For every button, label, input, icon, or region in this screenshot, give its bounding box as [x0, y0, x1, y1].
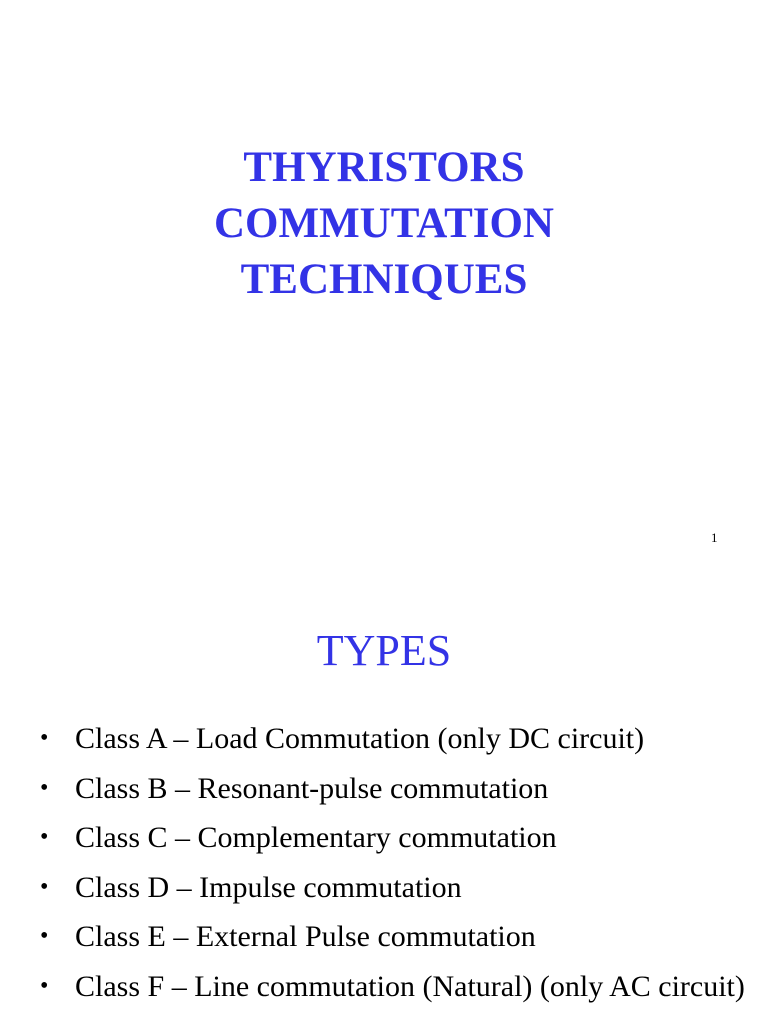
section-heading: TYPES — [316, 626, 452, 675]
list-item-text: Class D – Impulse commutation — [75, 870, 462, 904]
list-item — [40, 863, 760, 913]
bullet-icon: • — [40, 725, 49, 751]
slide-types — [0, 576, 768, 1024]
list-item — [40, 813, 760, 863]
bullet-icon: • — [40, 824, 49, 851]
bullet-icon: • — [40, 774, 49, 801]
list-item-text: Class F – Line commutation (Natural) (only AC circuit) — [75, 969, 745, 1003]
title-line-3: TECHNIQUES — [240, 256, 528, 303]
list-item — [40, 714, 760, 764]
list-item — [40, 764, 760, 814]
list-item-text: Class E – External Pulse commutation — [75, 920, 536, 954]
list-item — [40, 962, 760, 1012]
list-item-text: Class C – Complementary commutation — [75, 821, 557, 855]
types-list — [40, 714, 760, 1012]
bullet-icon: • — [40, 873, 49, 900]
bullet-icon: • — [40, 923, 49, 950]
list-item-text: Class B – Resonant-pulse commutation — [75, 771, 549, 805]
list-item-text: Class A – Load Commutation (only DC circuit) — [75, 722, 645, 755]
title-line-2: COMMUTATION — [214, 200, 554, 247]
bullet-icon: • — [40, 972, 49, 999]
slide-title-heading — [0, 140, 768, 308]
list-item — [40, 912, 760, 962]
page-number: 1 — [711, 530, 718, 545]
title-line-1: THYRISTORS — [243, 144, 525, 191]
